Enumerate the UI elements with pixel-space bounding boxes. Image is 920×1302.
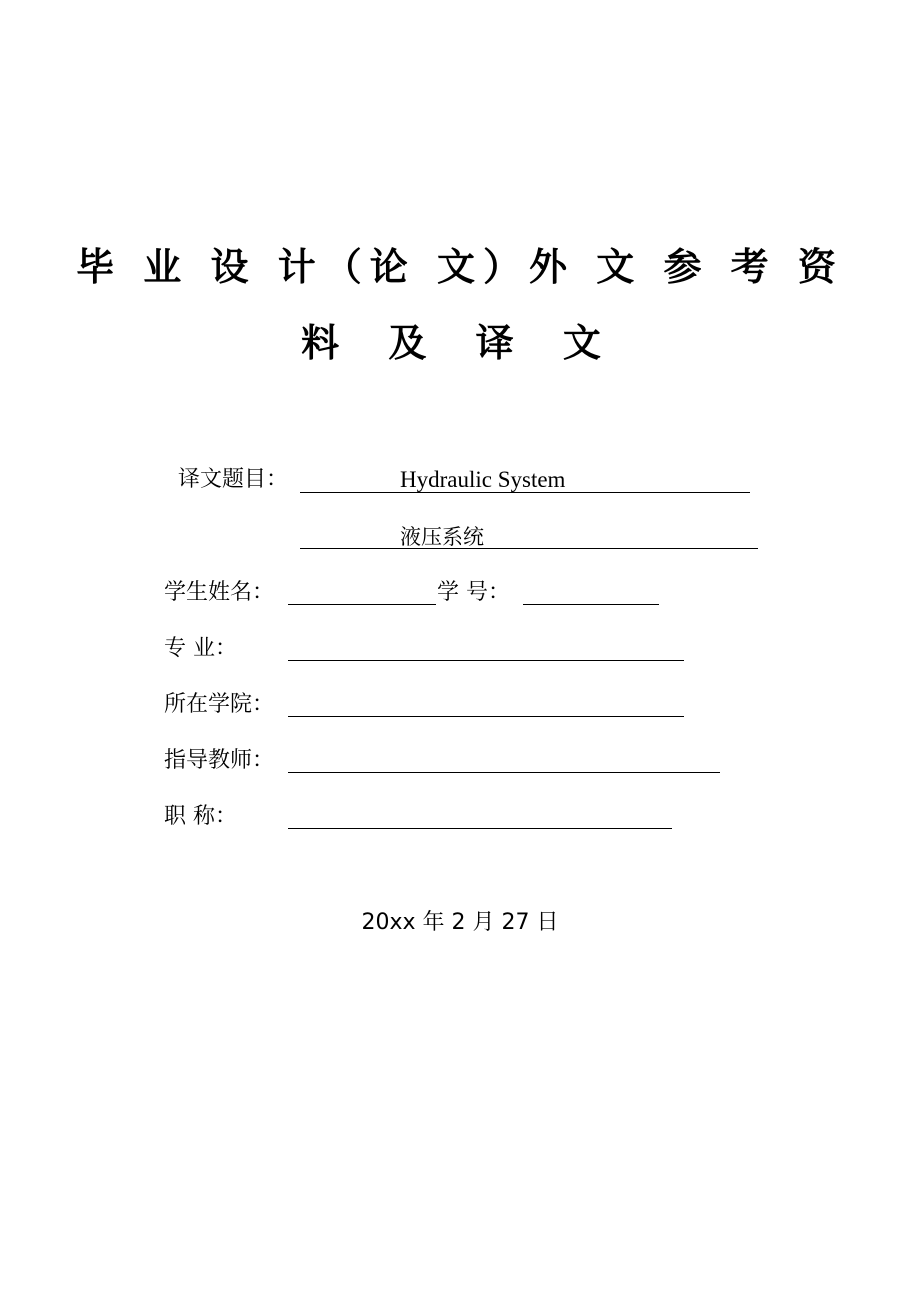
job-title-underline [288, 828, 672, 829]
document-date: 20xx 年 2 月 27 日 [361, 910, 559, 935]
document-title-line-2: 料 及 译 文 [301, 321, 619, 365]
translation-title-label: 译文题目： [178, 467, 289, 492]
student-name-underline [288, 604, 436, 605]
advisor-label: 指导教师： [164, 748, 275, 773]
translation-title-cn: 液压系统 [400, 525, 484, 549]
major-label: 专 业： [164, 636, 237, 661]
student-id-underline [523, 604, 659, 605]
major-underline [288, 660, 684, 661]
college-label: 所在学院： [164, 692, 275, 717]
translation-title-cn-underline [300, 548, 758, 549]
job-title-label: 职 称： [164, 804, 237, 829]
student-id-label: 学 号： [437, 580, 510, 605]
translation-title-en: Hydraulic System [400, 467, 566, 492]
advisor-underline [288, 772, 720, 773]
student-name-label: 学生姓名： [164, 580, 275, 605]
college-underline [288, 716, 684, 717]
document-title-line-1: 毕 业 设 计（论 文）外 文 参 考 资 [76, 245, 844, 289]
